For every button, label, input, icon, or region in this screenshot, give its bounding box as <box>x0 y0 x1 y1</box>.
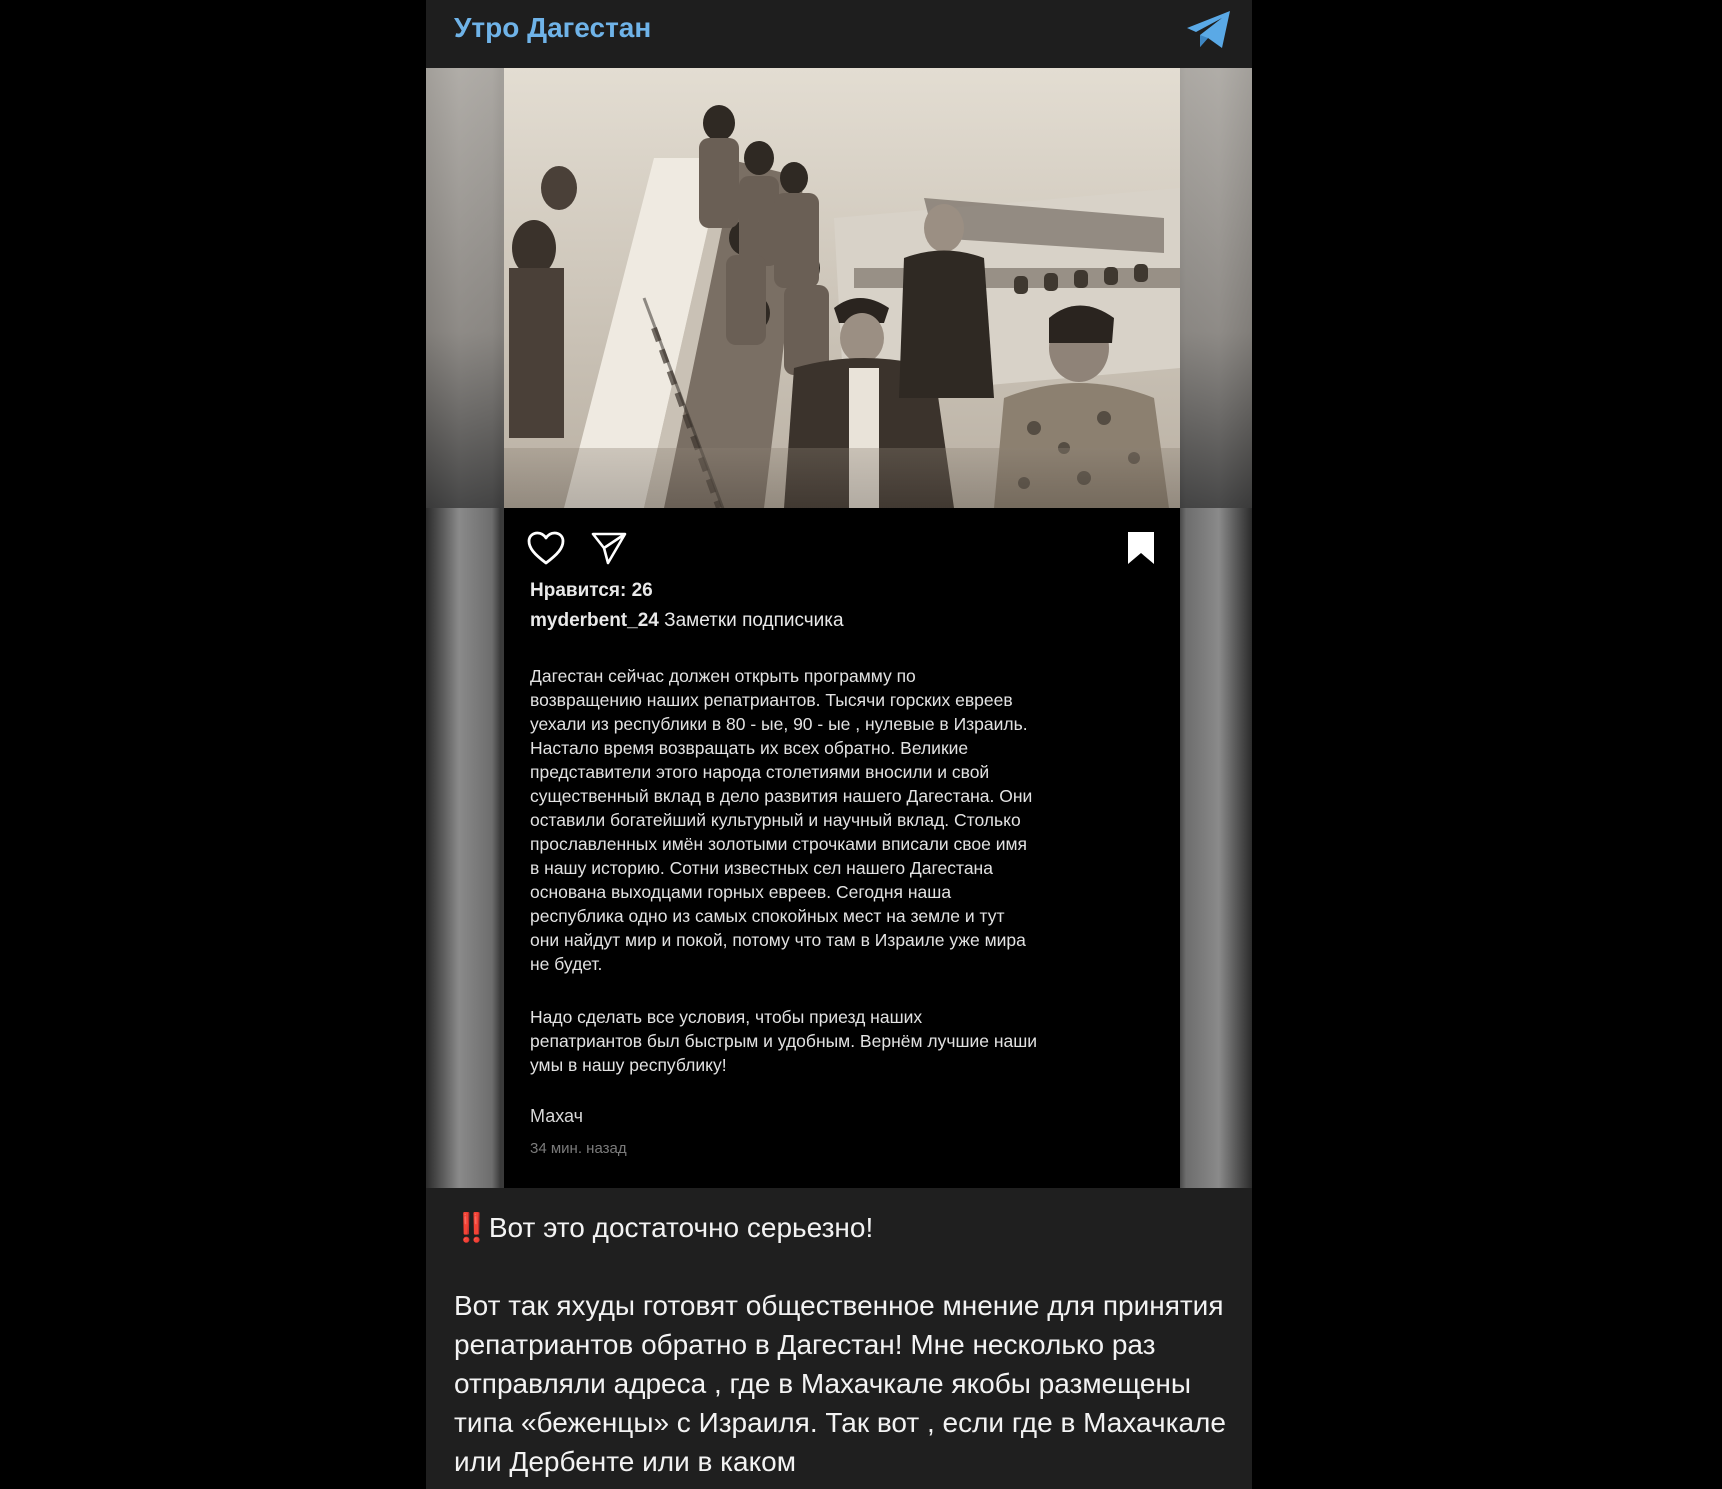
post-paragraph: Надо сделать все условия, чтобы приезд наших репатриантов был быстрым и удобным. Вернём лучшие наши умы в нашу республику! <box>530 1007 1038 1075</box>
double-exclamation-icon: ‼️ <box>454 1212 489 1243</box>
post-timestamp: 34 мин. назад <box>530 1140 627 1157</box>
bookmark-icon[interactable] <box>1126 530 1156 566</box>
send-icon[interactable] <box>590 530 628 566</box>
caption-body: Вот так яхуды готовят общественное мнение для принятия репатриантов обратно в Дагестан! Мне несколько раз отправляли адреса , где в Махачкале якобы размещены типа «беженцы» с Израиля. Так вот , если где в Махачкале или Дербенте или в каком <box>454 1290 1226 1477</box>
archival-photo <box>504 68 1180 508</box>
telegram-plane-icon[interactable] <box>1184 8 1234 52</box>
post-user-note: Заметки подписчика <box>664 610 844 631</box>
post-media[interactable] <box>426 68 1252 1188</box>
post-paragraph: Дагестан сейчас должен открыть программу по возвращению наших репатриантов. Тысячи горских евреев уехали из республики в 80 - ые, 90 - ые , нулевые в Израиль. Настало время возвращать их всех обратно. Великие представители этого народа столетиями вносили и свой существенный вклад в дело развития нашего Дагестана. Они оставили богатейший культурный и научный вклад. Столько прославленных имён золотыми строчками вписали свое имя в нашу историю. Сотни известных сел нашего Дагестана основана выходцами горных евреев. Сегодня наша республика одно из самых спокойных мест на земле и тут они найдут мир и покой, потому что там в Израиле уже мира не будет. <box>530 666 1033 974</box>
post-signature: Махач <box>530 1106 583 1126</box>
likes-count[interactable]: Нравится: 26 <box>530 580 653 601</box>
telegram-post-card <box>426 0 1252 1489</box>
caption-headline-line <box>454 1208 1234 1247</box>
caption-headline: Вот это достаточно серьезно! <box>488 1212 874 1243</box>
message-caption <box>454 1208 1234 1481</box>
post-header <box>426 0 1252 68</box>
post-body <box>530 664 1160 1106</box>
channel-name[interactable]: Утро Дагестан <box>454 12 652 43</box>
instagram-screenshot <box>504 68 1180 1188</box>
post-username[interactable]: myderbent_24 <box>530 610 659 631</box>
heart-icon[interactable] <box>526 530 566 566</box>
post-author-line <box>530 610 844 632</box>
post-actions <box>504 524 1180 584</box>
